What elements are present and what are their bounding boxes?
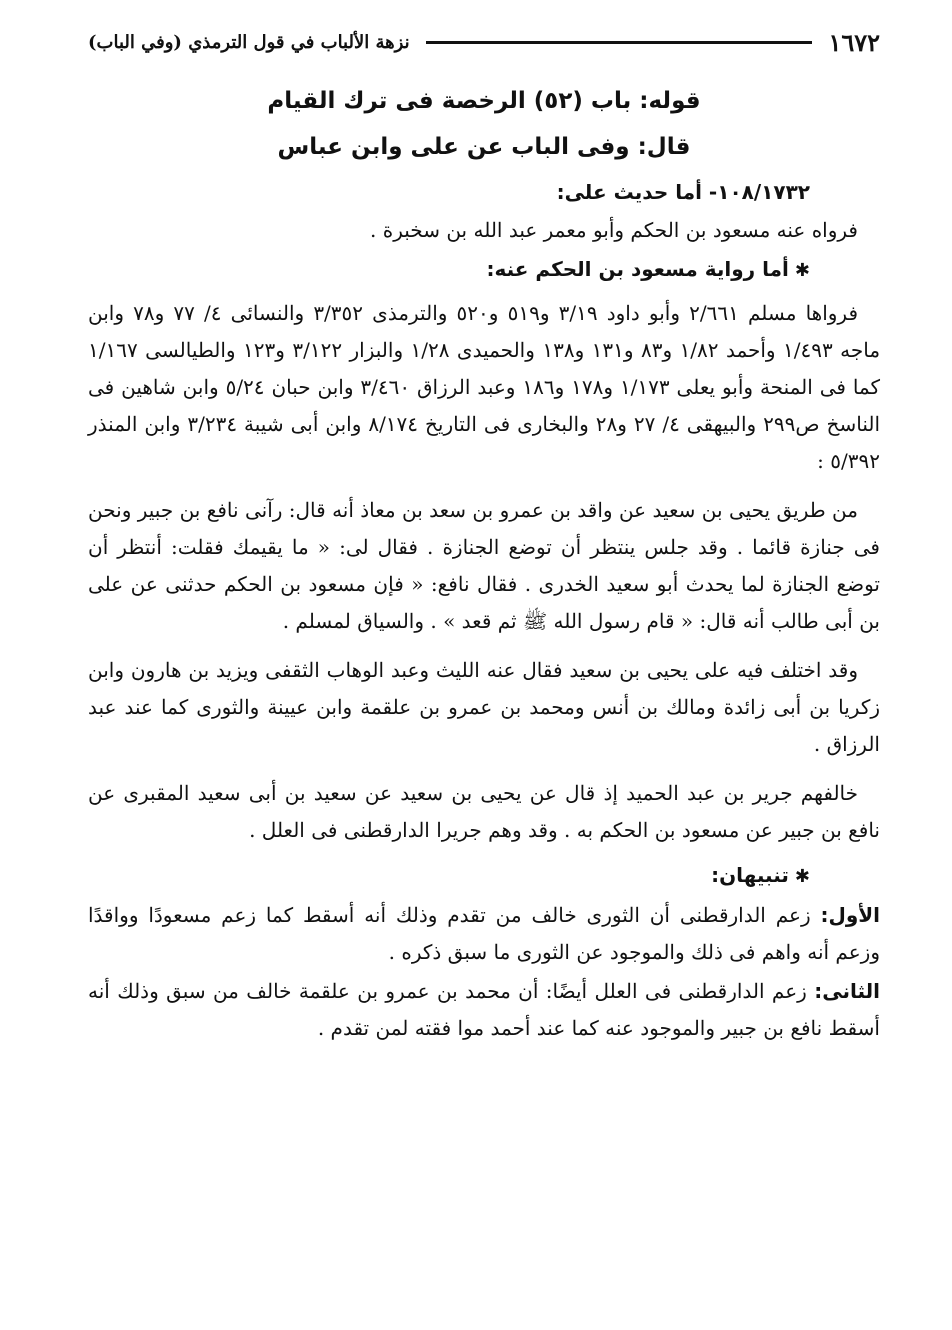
note-item-first [88,897,880,971]
disagreement-paragraph: وقد اختلف فيه على يحيى بن سعيد فقال عنه الليث وعبد الوهاب الثقفى ويزيد بن هارون وابن زكريا بن أبى زائدة ومالك بن أنس ومحمد بن عمرو بن علقمة وابن عيينة والثورى كما عند عبد الرزاق . [88,658,880,756]
narration-paragraph: من طريق يحيى بن سعيد عن واقد بن عمرو بن سعد بن معاذ أنه قال: رآنى نافع بن جبير ونحن فى جنازة قائما . وقد جلس ينتظر أن توضع الجنازة . فقال لى: « ما يقيمك فقلت: أنتظر أن توضع الجنازة لما يحدث أبو سعيد الخدرى . فقال نافع: « فإن مسعود بن الحكم حدثنى عن على بن أبى طالب أنه قال: « قام رسول الله ﷺ ثم قعد » . والسياق لمسلم . [88,498,880,633]
hadith-heading: ١٠٨/١٧٣٢- أما حديث على: [556,180,810,204]
sources-paragraph: فرواها مسلم ٢/٦٦١ وأبو داود ٣/١٩ و٥١٩ و٥٢٠ والترمذى ٣/٣٥٢ والنسائى ٤/ ٧٧ و٧٨ وابن ماجه ١/٤٩٣ وأحمد ١/٨٢ و٨٣ و١٣١ و١٣٨ والحميدى ١/٢٨ والبزار ٣/١٢٢ و١٢٣ والطيالسى ١/١٦٧ كما فى المنحة وأبو يعلى ١/١٧٣ و١٧٨ و١٨٦ وعبد الرزاق ٣/٤٦٠ وابن حبان ٥/٢٤ وابن شاهين فى الناسخ ص٢٩٩ والبيهقى ٤/ ٢٧ و٢٨ والبخارى فى التاريخ ٨/١٧٤ وابن أبى شيبة ٣/٢٣٤ وابن المنذر ٥/٣٩٢ : [88,301,881,473]
chapter-heading: قوله: باب (٥٢) الرخصة فى ترك القيام [267,88,701,114]
notes-heading-text: تنبيهان: [711,863,789,887]
note-item-second [88,973,880,1047]
header-rule [426,41,813,44]
note-text: زعم الدارقطنى فى العلل أيضًا: أن محمد بن عمرو بن علقمة خالف من سبق وذلك أنه أسقط نافع بن جبير والموجود عنه كما عند أحمد موا فقته لمن تقدم . [88,979,880,1040]
notes-heading [88,855,880,897]
note-label: الثانى: [814,979,880,1003]
note-text: زعم الدارقطنى أن الثورى خالف من تقدم وذلك أنه أسقط كما زعم مسعودًا وواقدًا وزعم أنه واهم فى ذلك والموجود عن الثورى ما سبق ذكره . [88,903,880,964]
star-bullet-icon: ✱ [794,866,810,887]
page-number: ١٦٧٢ [828,27,880,57]
hadith-intro-paragraph: فرواه عنه مسعود بن الحكم وأبو معمر عبد الله بن سخبرة . [370,218,858,242]
section-heading [88,249,880,291]
running-header [88,22,880,62]
star-bullet-icon: ✱ [794,260,810,281]
section-heading-text: أما رواية مسعود بن الحكم عنه: [486,257,789,281]
note-label: الأول: [820,903,881,927]
contradiction-paragraph: خالفهم جرير بن عبد الحميد إذ قال عن يحيى بن سعيد عن سعيد بن أبى سعيد المقبرى عن نافع بن جبير عن مسعود بن الحكم به . وقد وهم جريرا الدارقطنى فى العلل . [88,781,880,842]
chapter-subheading: قال: وفى الباب عن على وابن عباس [277,134,691,160]
running-title: نزهة الألباب في قول الترمذي (وفي الباب) [88,31,410,53]
